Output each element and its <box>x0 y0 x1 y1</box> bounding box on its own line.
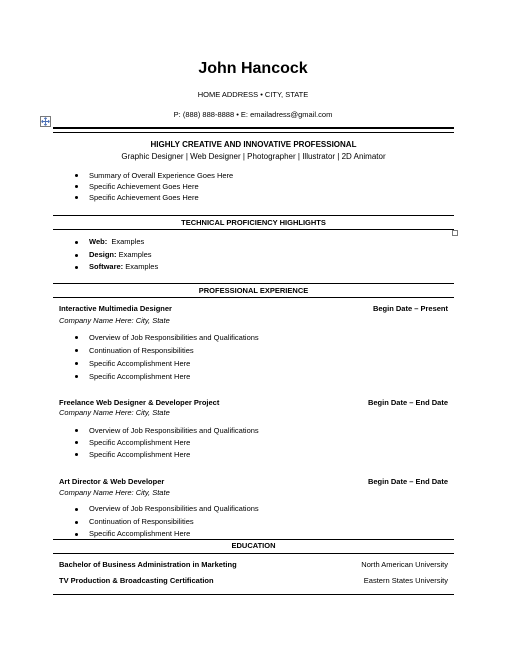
list-item: Specific Accomplishment Here <box>75 449 259 461</box>
tech-value: Examples <box>118 249 152 259</box>
tech-label: Web: <box>89 237 108 246</box>
job-bullets <box>75 331 259 383</box>
table-resize-handle[interactable] <box>452 230 458 236</box>
degree: TV Production & Broadcasting Certification <box>59 576 214 585</box>
experience-divider-top <box>53 283 454 284</box>
summary-list <box>75 170 233 203</box>
job-dates: Begin Date – End Date <box>367 477 448 486</box>
tech-label: Software: <box>89 262 124 271</box>
school: North American University <box>361 560 448 569</box>
header-divider-top <box>53 127 454 129</box>
job-dates: Begin Date – Present <box>372 304 448 313</box>
school: Eastern States University <box>363 576 448 585</box>
list-item: Specific Accomplishment Here <box>75 528 259 541</box>
list-item: Specific Achievement Goes Here <box>75 181 233 192</box>
header-divider-bottom <box>53 132 454 133</box>
tech-value: Examples <box>125 262 159 271</box>
job-company: Company Name Here: City, State <box>59 408 170 417</box>
summary-heading: HIGHLY CREATIVE AND INNOVATIVE PROFESSIONAL <box>150 140 357 149</box>
list-item: Specific Accomplishment Here <box>75 370 259 383</box>
list-item: Overview of Job Responsibilities and Qualifications <box>75 425 259 437</box>
education-divider-top <box>53 539 454 540</box>
experience-divider-bottom <box>53 297 454 298</box>
education-divider-end <box>53 594 454 595</box>
job-bullets <box>75 425 259 461</box>
tech-label: Design: <box>89 249 117 259</box>
list-item: Specific Accomplishment Here <box>75 357 259 370</box>
experience-heading: PROFESSIONAL EXPERIENCE <box>198 286 309 295</box>
job-title: Art Director & Web Developer <box>59 477 165 486</box>
home-address: HOME ADDRESS • CITY, STATE <box>197 90 309 99</box>
technical-divider-bottom <box>53 229 454 230</box>
list-item: Overview of Job Responsibilities and Qualifications <box>75 331 259 344</box>
list-item: Continuation of Responsibilities <box>75 344 259 357</box>
job-company: Company Name Here: City, State <box>59 316 170 325</box>
job-title: Interactive Multimedia Designer <box>59 304 172 313</box>
job-title: Freelance Web Designer & Developer Project <box>59 398 220 407</box>
roles-line: Graphic Designer | Web Designer | Photographer | Illustrator | 2D Animator <box>121 152 386 161</box>
technical-list <box>75 236 158 274</box>
resume-name: John Hancock <box>198 60 308 77</box>
list-item <box>75 236 158 249</box>
list-item: Summary of Overall Experience Goes Here <box>75 170 233 181</box>
list-item: Specific Achievement Goes Here <box>75 192 233 203</box>
technical-divider-top <box>53 215 454 216</box>
list-item <box>75 261 158 274</box>
list-item <box>75 249 158 262</box>
technical-heading: TECHNICAL PROFICIENCY HIGHLIGHTS <box>181 218 326 227</box>
contact-info: P: (888) 888-8888 • E: emailadress@gmail.com <box>173 110 333 119</box>
job-company: Company Name Here: City, State <box>59 488 170 497</box>
degree: Bachelor of Business Administration in Marketing <box>59 560 237 569</box>
job-dates: Begin Date – End Date <box>367 398 448 407</box>
list-item: Specific Accomplishment Here <box>75 437 259 449</box>
list-item: Continuation of Responsibilities <box>75 516 259 529</box>
education-divider-bottom <box>53 553 454 554</box>
education-heading: EDUCATION <box>231 541 276 550</box>
tech-value: Examples <box>111 237 145 246</box>
table-move-handle-icon[interactable] <box>40 116 51 127</box>
job-bullets <box>75 503 259 541</box>
list-item: Overview of Job Responsibilities and Qualifications <box>75 503 259 516</box>
